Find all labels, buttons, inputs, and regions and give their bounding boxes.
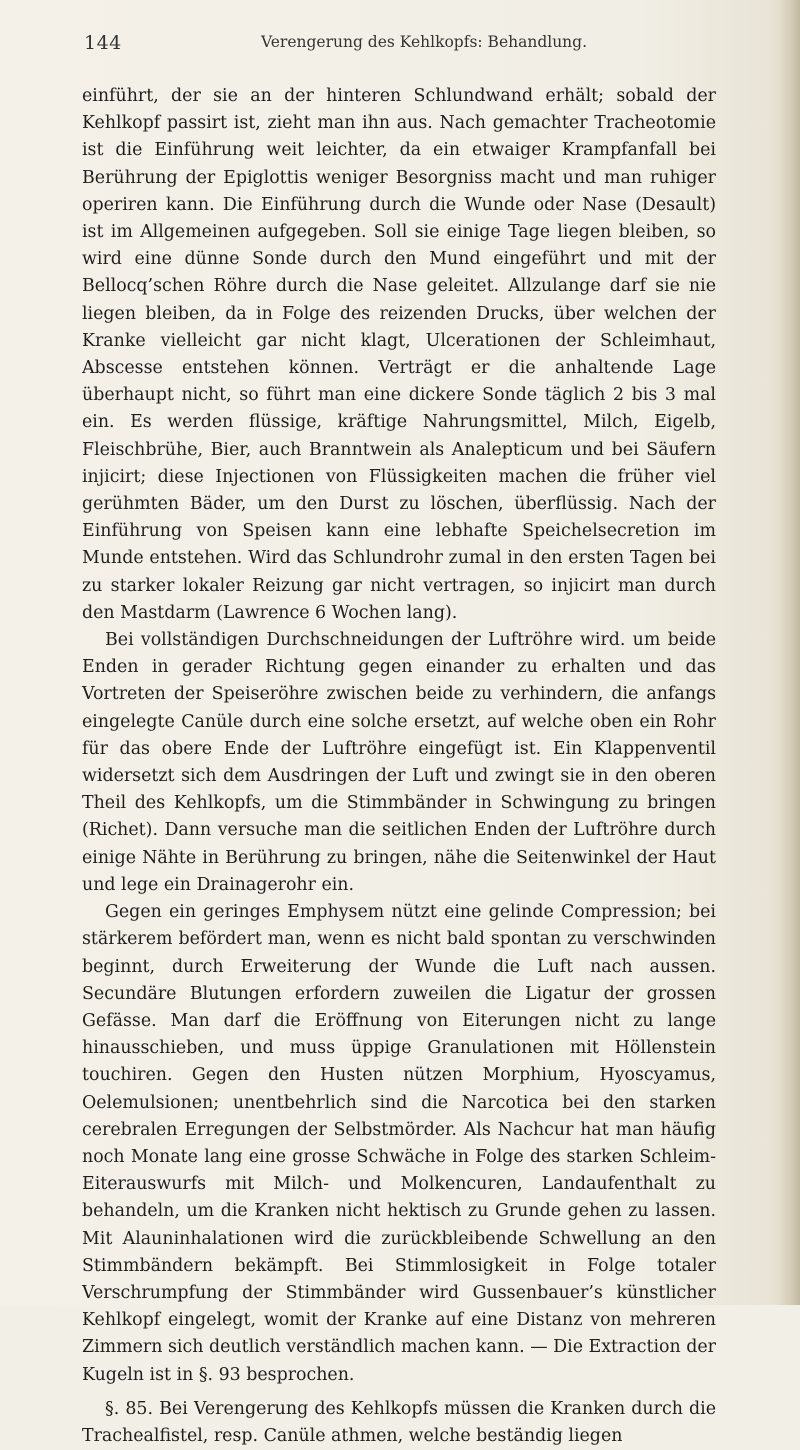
paragraph-1: einführt, der sie an der hinteren Schlundwand erhält; sobald der Kehlkopf passirt ist, zieht man ihn aus. Nach gemachter Tracheotomie ist die Einführung weit leichter, da ein etwaiger Krampfanfall bei Berührung der Epiglottis weniger Besorgniss macht und man ruhiger operiren kann. Die Einführung durch die Wunde oder Nase (Desault) ist im Allgemeinen aufgegeben. Soll sie einige Tage liegen bleiben, so wird eine dünne Sonde durch den Mund eingeführt und mit der Bellocq’schen Röhre durch die Nase geleitet. Allzulange darf sie nie liegen bleiben, da in Folge des reizenden Drucks, über welchen der Kranke vielleicht gar nicht klagt, Ulcerationen der Schleimhaut, Abscesse entstehen können. Verträgt er die anhaltende Lage überhaupt nicht, so führt man eine dickere Sonde täglich 2 bis 3 mal ein. Es werden flüssige, kräftige Nahrungsmittel, Milch, Eigelb, Fleischbrühe, Bier, auch Branntwein als Analepticum und bei Säufern injicirt; diese Injectionen von Flüssigkeiten machen die früher viel gerühmten Bäder, um den Durst zu löschen, überflüssig. Nach der Einführung von Speisen kann eine lebhafte Speichelsecretion im Munde entstehen. Wird das Schlundrohr zumal in den ersten Tagen bei zu starker lokaler Reizung gar nicht vertragen, so injicirt man durch den Mastdarm (Lawrence 6 Wochen lang). — [82, 86, 716, 623]
page-number: 144 — [84, 32, 122, 54]
paragraph-2: Bei vollständigen Durchschneidungen der Luftröhre wird. um beide Enden in gerader Richtung gegen einander zu erhalten und das Vortreten der Speiseröhre zwischen beide zu verhindern, die anfangs eingelegte Canüle durch eine solche ersetzt, auf welche oben ein Rohr für das obere Ende der Luftröhre eingefügt ist. Ein Klappenventil widersetzt sich dem Ausdringen der Luft und zwingt sie in den oberen Theil des Kehlkopfs, um die Stimmbänder in Schwingung zu bringen (Richet). Dann versuche man die seitlichen Enden der Luftröhre durch einige Nähte in Berührung zu bringen, nähe die Seitenwinkel der Haut und lege ein Drainagerohr ein. — [82, 630, 716, 895]
section-85-paragraph: §. 85. Bei Verengerung des Kehlkopfs müssen die Kranken durch die Trachealfistel, resp. Canüle athmen, welche beständig liegen — [82, 1398, 716, 1446]
running-head: Verengerung des Kehlkopfs: Behandlung. — [260, 33, 588, 51]
page-edge-shadow — [778, 0, 800, 1305]
body-text — [82, 83, 716, 1450]
paragraph-3: Gegen ein geringes Emphysem nützt eine gelinde Compression; bei stärkerem befördert man, wenn es nicht bald spontan zu verschwinden beginnt, durch Erweiterung der Wunde die Luft nach aussen. Secundäre Blutungen erfordern zuweilen die Ligatur der grossen Gefässe. Man darf die Eröffnung von Eiterungen nicht zu lange hinausschieben, und muss üppige Granulationen mit Höllenstein touchiren. Gegen den Husten nützen Morphium, Hyoscyamus, Oelemulsionen; unentbehrlich sind die Narcotica bei den starken cerebralen Erregungen der Selbstmörder. Als Nachcur hat man häufig noch Monate lang eine grosse Schwäche in Folge des starken Schleim-Eiterauswurfs mit Milch- und Molkencuren, Landaufenthalt zu behandeln, um die Kranken nicht hektisch zu Grunde gehen zu lassen. Mit Alauninhalationen wird die zurückbleibende Schwellung an den Stimmbändern bekämpft. Bei Stimmlosigkeit in Folge totaler Verschrumpfung der Stimmbänder wird Gussenbauer’s künstlicher Kehlkopf eingelegt, womit der Kranke auf eine Distanz von mehreren Zimmern sich deutlich verständlich machen kann. — Die Extraction der Kugeln ist in §. 93 besprochen. — [82, 902, 716, 1385]
page-header — [84, 32, 724, 58]
